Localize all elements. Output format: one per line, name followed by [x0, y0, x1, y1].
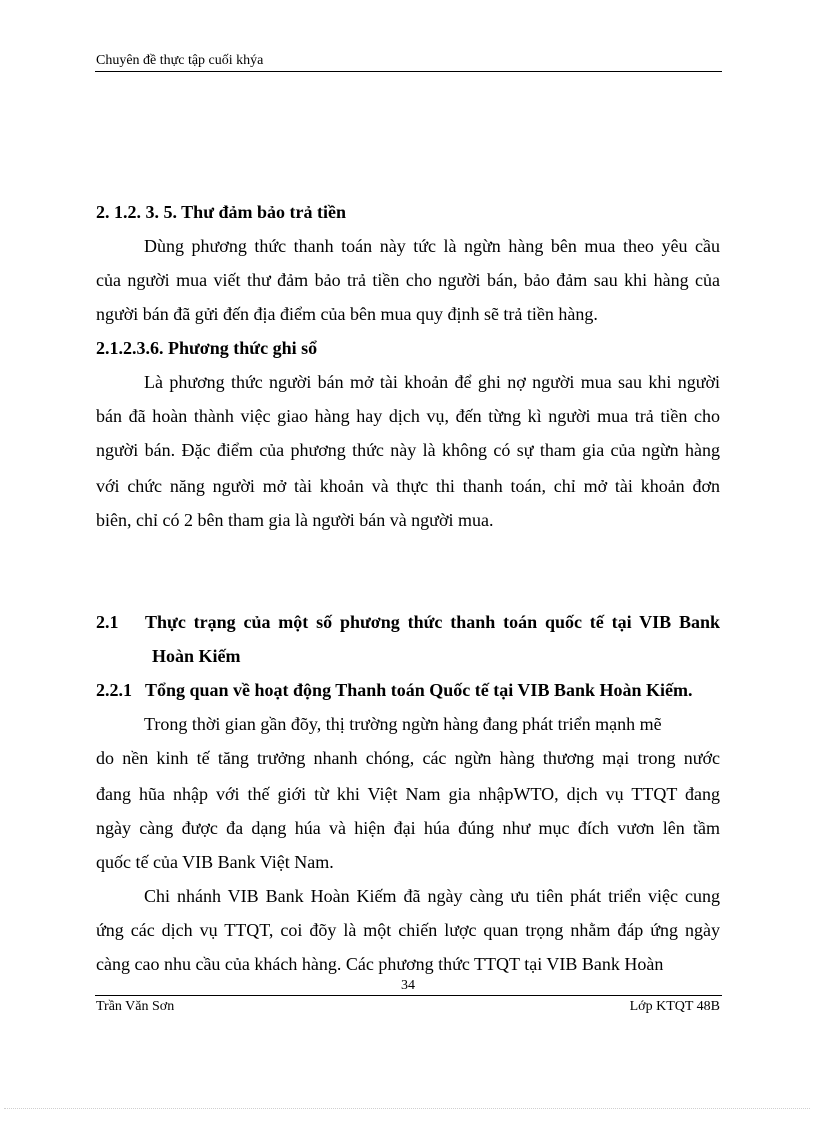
section-number-2-2-1: 2.2.1	[96, 680, 132, 700]
section-heading-2-1-2-3-5: 2. 1.2. 3. 5. Thư đảm bảo trả tiền	[96, 202, 346, 222]
paragraph-line: ứng các dịch vụ TTQT, coi đõy là một chiến lược quan trọng nhằm đáp ứng ngày	[96, 920, 720, 940]
paragraph-line: càng cao nhu cầu của khách hàng. Các phương thức TTQT tại VIB Bank Hoàn	[96, 954, 664, 974]
paragraph-line: quốc tế của VIB Bank Việt Nam.	[96, 852, 334, 872]
paragraph-line: biên, chỉ có 2 bên tham gia là người bán và người mua.	[96, 510, 494, 530]
footer-class: Lớp KTQT 48B	[629, 999, 720, 1014]
section-heading-2-1-continued: Hoàn Kiếm	[152, 646, 241, 666]
page-number: 34	[401, 978, 415, 993]
paragraph-line: Trong thời gian gần đõy, thị trường ngừn hàng đang phát triển mạnh mẽ	[144, 714, 662, 734]
footer-divider	[95, 995, 722, 996]
paragraph-line: đang hũa nhập với thế giới từ khi Việt Nam gia nhậpWTO, dịch vụ TTQT đang	[96, 784, 720, 804]
paragraph-line: bán đã hoàn thành việc giao hàng hay dịch vụ, đến từng kì người mua trả tiền cho	[96, 406, 720, 426]
header-divider	[95, 71, 722, 72]
paragraph-line: Chi nhánh VIB Bank Hoàn Kiếm đã ngày càng ưu tiên phát triển việc cung	[144, 886, 720, 906]
section-heading-2-1-2-3-6: 2.1.2.3.6. Phương thức ghi sổ	[96, 338, 318, 358]
paragraph-line: người bán. Đặc điểm của phương thức này là không có sự tham gia của ngừn hàng	[96, 440, 720, 460]
paragraph-line: của người mua viết thư đảm bảo trả tiền cho người bán, bảo đảm sau khi hàng của	[96, 270, 720, 290]
paragraph-line: Là phương thức người bán mở tài khoản để ghi nợ người mua sau khi người	[144, 372, 720, 392]
footer-author: Trần Văn Sơn	[96, 999, 175, 1014]
bottom-dotted-edge	[4, 1108, 810, 1110]
paragraph-line: người bán đã gửi đến địa điểm của bên mua quy định sẽ trả tiền hàng.	[96, 304, 598, 324]
section-heading-2-2-1: Tổng quan về hoạt động Thanh toán Quốc tế tại VIB Bank Hoàn Kiếm.	[145, 680, 693, 700]
paragraph-line: ngày càng được đa dạng húa và hiện đại húa đúng như mục đích vươn lên tầm	[96, 818, 720, 838]
section-heading-2-1: Thực trạng của một số phương thức thanh toán quốc tế tại VIB Bank	[145, 612, 720, 632]
paragraph-line: với chức năng người mở tài khoản và thực thi thanh toán, chỉ mở tài khoản đơn	[96, 476, 720, 496]
paragraph-line: do nền kinh tế tăng trưởng nhanh chóng, các ngừn hàng thương mại trong nước	[96, 748, 720, 768]
header-title: Chuyên đề thực tập cuối khýa	[96, 53, 264, 68]
paragraph-line: Dùng phương thức thanh toán này tức là ngừn hàng bên mua theo yêu cầu	[144, 236, 720, 256]
section-number-2-1: 2.1	[96, 612, 119, 632]
